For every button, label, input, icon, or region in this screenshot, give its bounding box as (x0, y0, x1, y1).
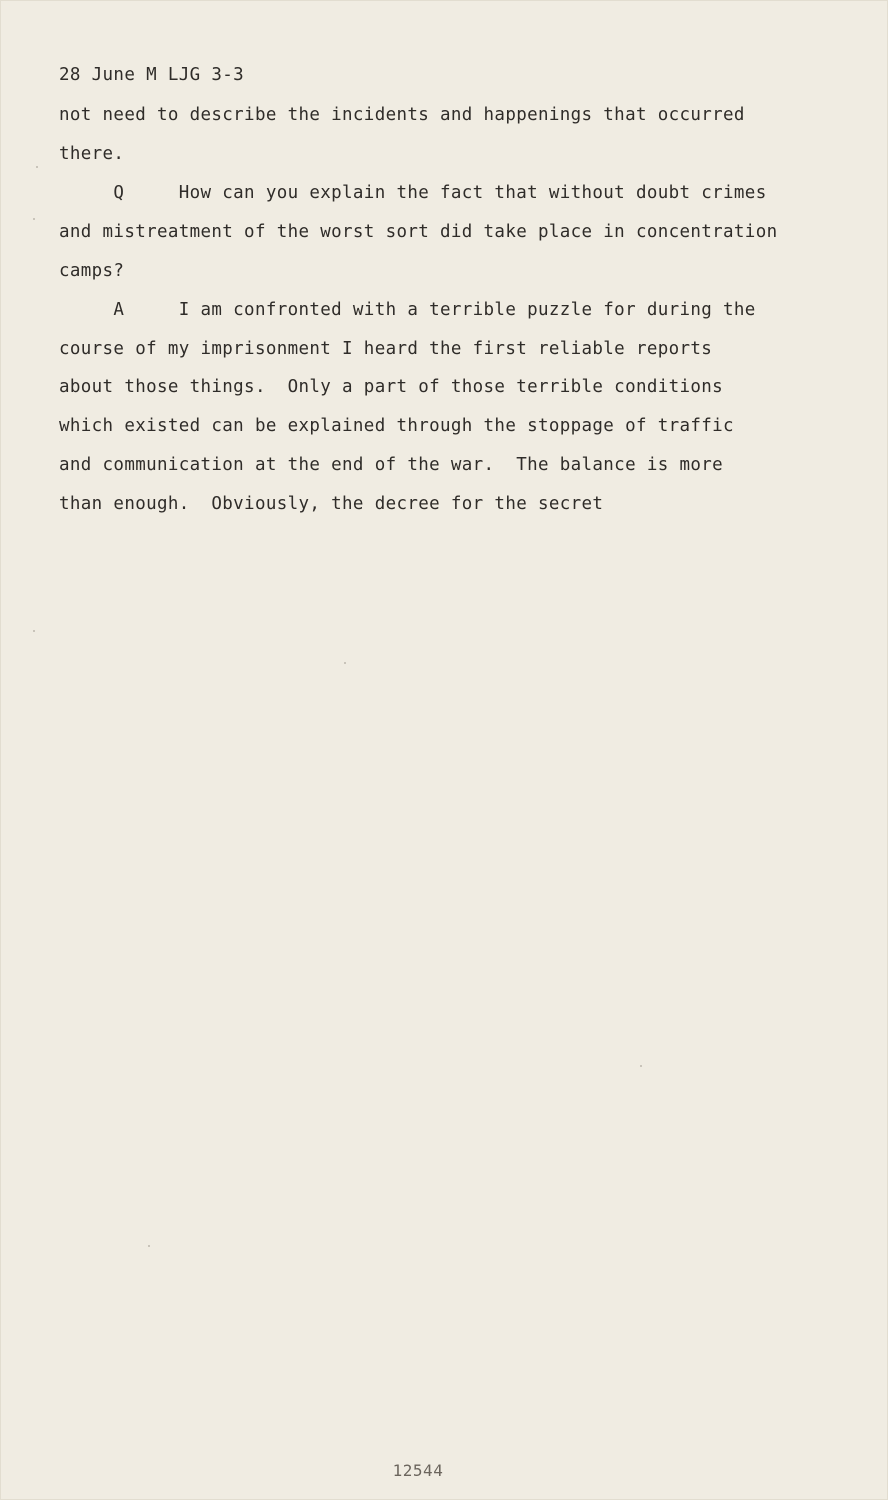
text-line: which existed can be explained through the stoppage of traffic (59, 416, 734, 436)
paper-speck (33, 630, 35, 632)
text-line: there. (59, 144, 125, 164)
paper-speck (36, 166, 38, 168)
paper-speck (33, 218, 35, 220)
text-line: not need to describe the incidents and happenings that occurred (59, 105, 745, 125)
text-line: about those things. Only a part of those terrible conditions (59, 377, 724, 397)
answer-line: A I am confronted with a terrible puzzle for during the (59, 300, 756, 320)
paper-speck (344, 662, 346, 664)
page-number: 12544 (392, 1461, 444, 1480)
page-header: 28 June M LJG 3-3 (59, 65, 245, 85)
text-line: and mistreatment of the worst sort did take place in concentration (59, 222, 778, 242)
paper-speck (640, 1065, 642, 1067)
question-line: Q How can you explain the fact that without doubt crimes (59, 183, 767, 203)
text-line: and communication at the end of the war. The balance is more (59, 455, 724, 475)
text-line: than enough. Obviously, the decree for the secret (59, 494, 604, 514)
text-line: camps? (59, 261, 125, 281)
paper-speck (148, 1245, 150, 1247)
text-line: course of my imprisonment I heard the first reliable reports (59, 339, 713, 359)
